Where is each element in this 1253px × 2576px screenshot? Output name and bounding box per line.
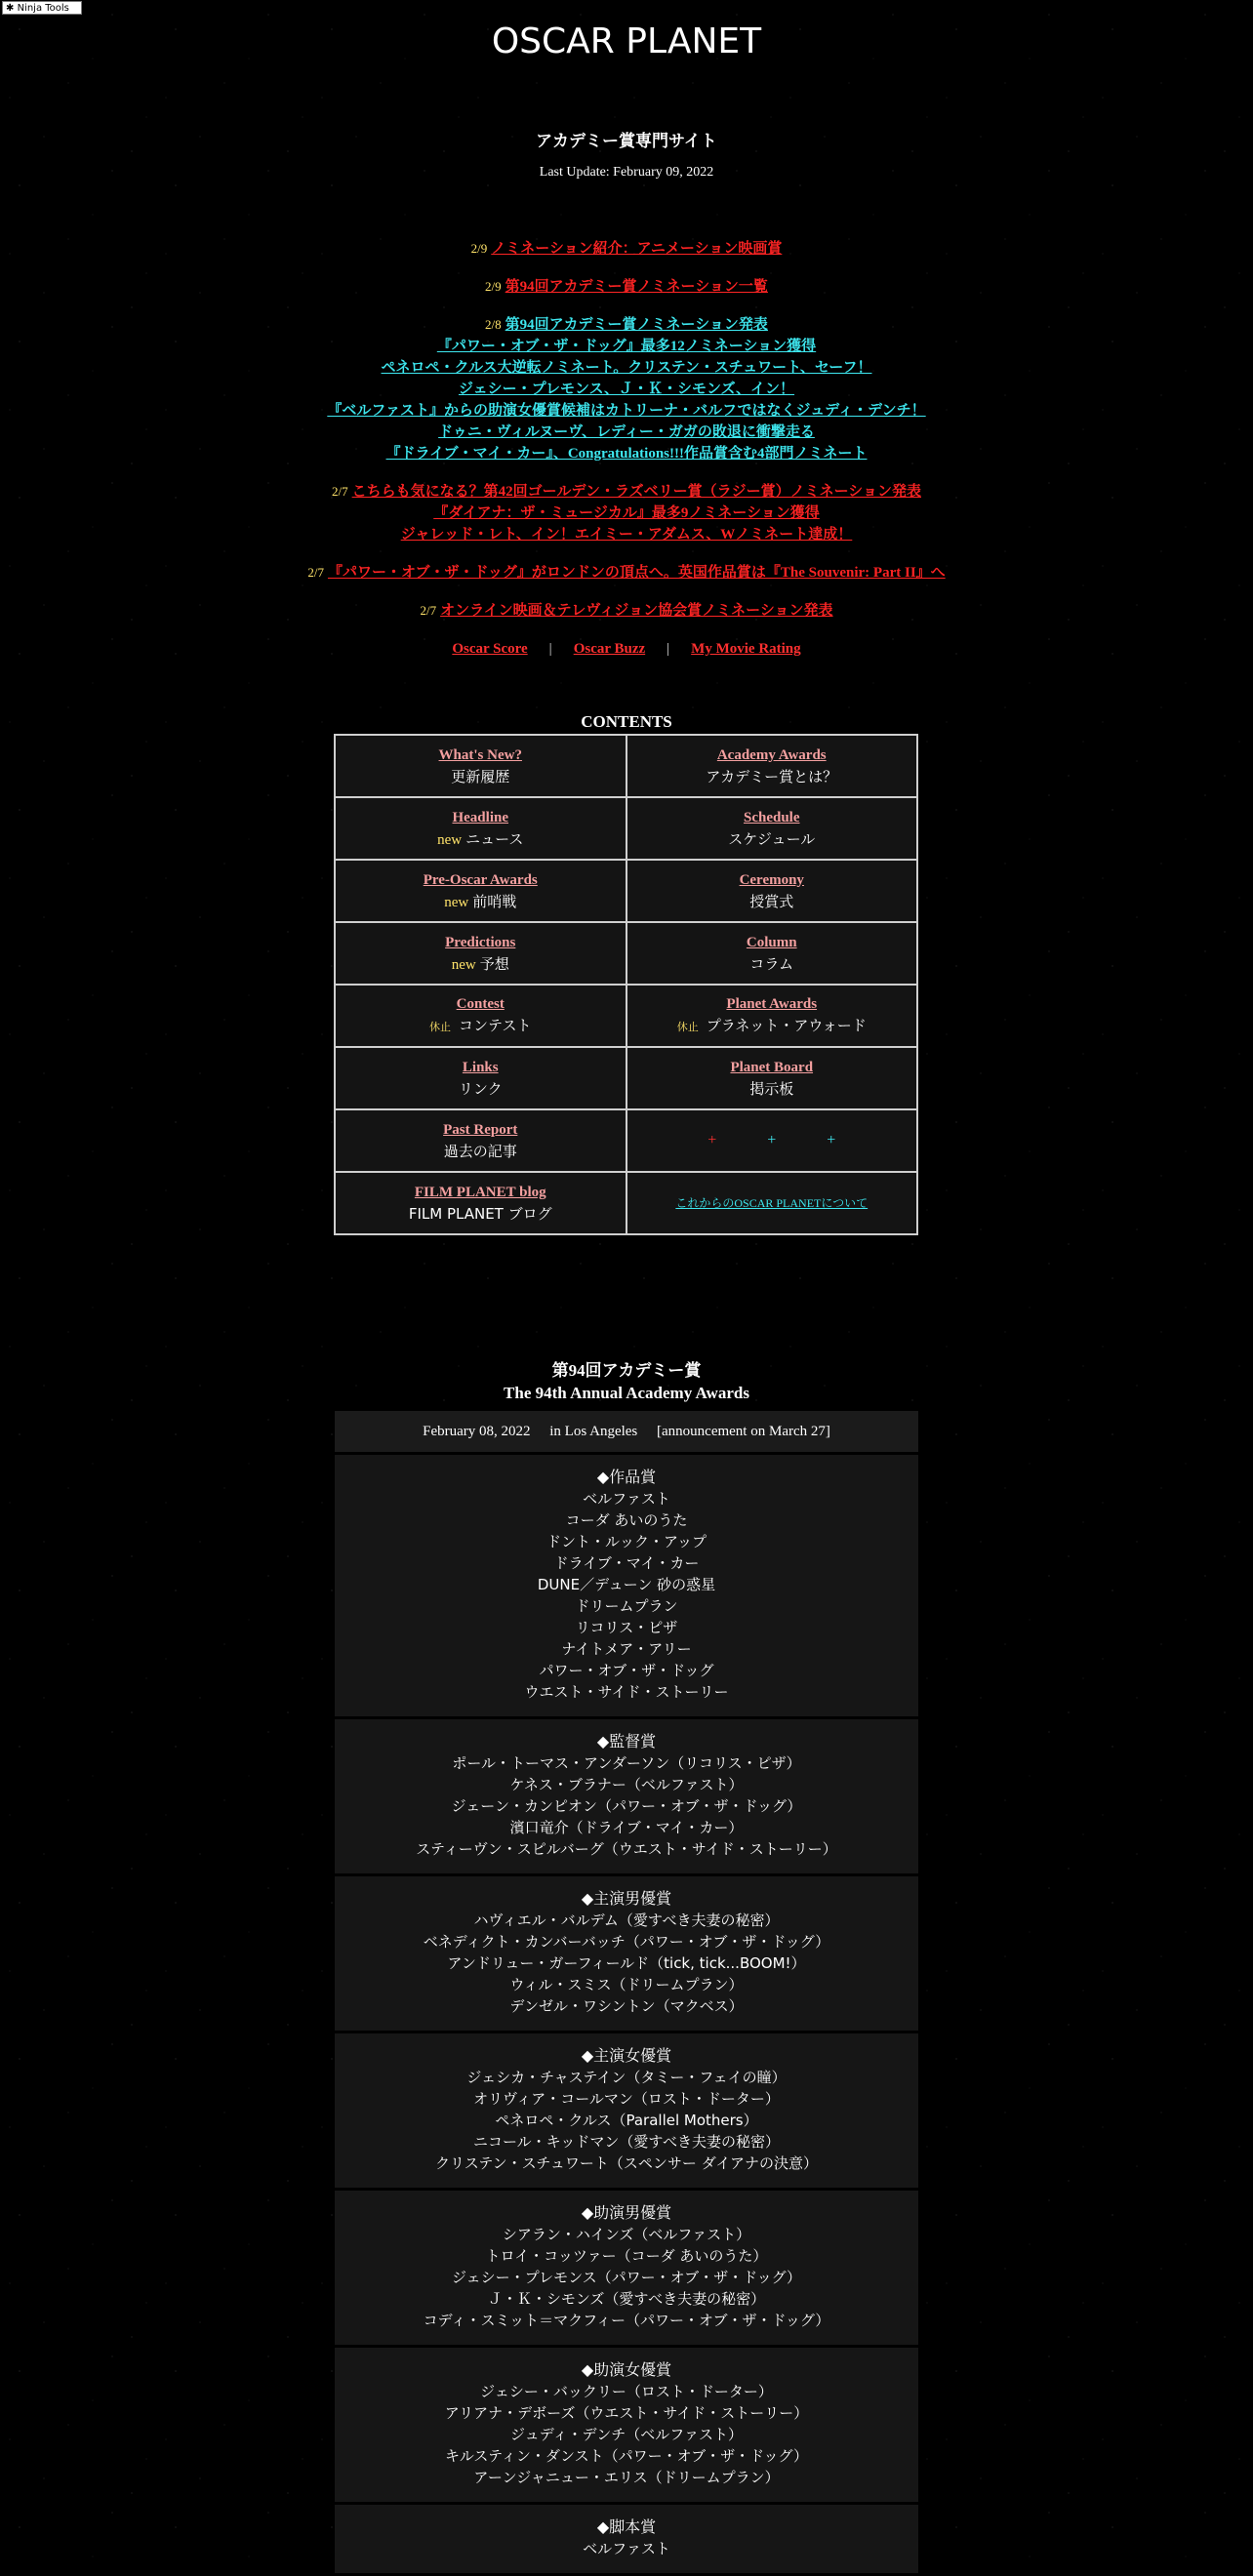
nominee: ナイトメア・アリー [561,1640,692,1658]
news-link[interactable]: こちらも気になる？第42回ゴールデン・ラズベリー賞（ラジー賞）ノミネーション発表 [351,484,921,500]
contents-link[interactable]: Planet Awards [726,996,818,1012]
contents-desc: 前哨戦 [472,892,517,910]
contents-link[interactable]: Pre-Oscar Awards [423,871,538,888]
news-link[interactable]: ドゥニ・ヴィルヌーヴ、レディー・ガガの敗退に衝撃走る [438,424,815,440]
news-date: 2/8 [485,317,502,332]
contents-cell [626,797,918,860]
contents-row [335,922,917,985]
announcement-place: in Los Angeles [549,1424,638,1439]
award-category [335,2033,918,2191]
contents-row [335,797,917,860]
separator: | [667,641,670,657]
news-block [0,481,1253,545]
nominee: デンゼル・ワシントン（マクベス） [509,1997,744,2015]
contents-row [335,860,917,922]
contents-link[interactable]: Links [462,1059,499,1075]
news-line [0,443,1253,464]
paused-badge: 休止 [429,1021,452,1033]
nominee: ウィル・スミス（ドリームプラン） [509,1976,744,1993]
news-link[interactable]: ジェシー・プレモンス、Ｊ・Ｋ・シモンズ、イン！ [458,382,795,397]
contents-desc: 過去の記事 [443,1142,517,1160]
contents-desc: スケジュール [728,829,816,848]
news-line [0,422,1253,443]
news-link[interactable]: 『ベルファスト』からの助演女優賞候補はカトリーナ・バルフではなくジュディ・デンチ！ [327,403,926,419]
contents-link[interactable]: Predictions [445,934,516,950]
news-line [0,336,1253,357]
news-line [0,238,1253,260]
category-title: ◆脚本賞 [596,2517,657,2536]
nominee: 濱口竜介（ドライブ・マイ・カー） [509,1819,744,1836]
news-line [0,562,1253,584]
nominee: アンドリュー・ガーフィールド（tick, tick...BOOM!） [447,1954,806,1972]
nominee: Ｊ・Ｋ・シモンズ（愛すべき夫妻の秘密） [487,2290,766,2308]
plus-icon: + [827,1132,836,1148]
news-line [0,524,1253,545]
contents-link[interactable]: Contest [456,996,505,1012]
news-link[interactable]: ジャレッド・レト、イン！エイミー・アダムス、Wノミネート達成！ [400,527,853,543]
contents-link[interactable]: FILM PLANET blog [414,1184,546,1200]
news-link[interactable]: 『パワー・オブ・ザ・ドッグ』最多12ノミネーション獲得 [436,339,817,354]
contents-cell [626,1047,918,1109]
contents-desc: アカデミー賞とは？ [706,767,838,785]
contents-cell [335,860,626,922]
ninja-tools-label: Ninja Tools [17,3,69,14]
contents-cell [335,797,626,860]
award-category [335,2348,918,2505]
contents-link[interactable]: Planet Board [730,1059,814,1075]
contents-desc: 授賞式 [749,892,794,910]
news-line [0,314,1253,336]
news-block [0,276,1253,298]
nominee: ジェシカ・チャステイン（タミー・フェイの瞳） [466,2069,787,2086]
announcement-bar [335,1411,918,1455]
nominee: ベネディクト・カンバーバッチ（パワー・オブ・ザ・ドッグ） [423,1933,830,1951]
nominee: ペネロペ・クルス（Parallel Mothers） [495,2112,758,2129]
new-badge: new [437,831,463,848]
contents-cell [626,735,918,797]
contents-desc: プラネット・アウォード [706,1017,867,1034]
category-title: ◆主演女優賞 [581,2046,672,2065]
nominee: ポール・トーマス・アンダーソン（リコリス・ピザ） [452,1754,801,1772]
contents-row [335,1047,917,1109]
news-date: 2/9 [470,241,488,256]
news-date: 2/7 [307,565,324,580]
contents-link[interactable]: Academy Awards [716,746,827,763]
award-category [335,2505,918,2576]
nominee: トロイ・コッツァー（コーダ あいのうた） [485,2247,768,2265]
award-category [335,1719,918,1876]
category-title: ◆主演男優賞 [581,1889,672,1908]
nominee: ウエスト・サイド・ストーリー [524,1683,729,1701]
nominee: クリステン・スチュワート（スペンサー ダイアナの決意） [435,2154,818,2172]
contents-cell [335,922,626,985]
contents-title: CONTENTS [581,712,672,731]
category-title: ◆助演女優賞 [581,2360,672,2379]
news-date: 2/7 [420,603,437,618]
contents-row [335,985,917,1047]
ninja-icon: ✱ [6,3,15,14]
news-block [0,238,1253,260]
awards-title [0,1359,1253,1404]
news-link[interactable]: 『パワー・オブ・ザ・ドッグ』がロンドンの頂点へ。英国作品賞は『The Souvenir: Part II』へ [327,565,946,581]
news-link[interactable]: ペネロペ・クルス大逆転ノミネート。クリステン・スチュワート、セーフ！ [381,360,872,376]
award-category [335,1876,918,2033]
contents-cell [626,1109,918,1172]
new-badge: new [451,956,476,973]
new-badge: new [444,894,469,910]
news-list [0,238,1253,660]
contents-cell [626,860,918,922]
category-title: ◆監督賞 [596,1732,657,1751]
nominee: アーンジャニュー・エリス（ドリームプラン） [473,2469,780,2486]
news-link[interactable]: オンライン映画＆テレヴィジョン協会賞ノミネーション発表 [440,603,833,619]
news-line [0,400,1253,422]
news-date: 2/7 [332,484,348,499]
nominee: スティーヴン・スピルバーグ（ウエスト・サイド・ストーリー） [416,1840,837,1858]
contents-link[interactable]: What's New? [438,746,522,763]
nominee: ニコール・キッドマン（愛すべき夫妻の秘密） [472,2133,781,2151]
nominee: シアラン・ハインズ（ベルファスト） [502,2226,751,2243]
contents-row [335,735,917,797]
news-line [0,357,1253,379]
nominee: リコリス・ピザ [575,1619,678,1636]
paused-badge: 休止 [676,1021,699,1033]
contents-desc: リンク [458,1079,503,1098]
news-link[interactable]: 『ドライブ・マイ・カー』、Congratulations!!!作品賞含む4部門ノミネート [385,446,868,462]
award-category [335,2191,918,2348]
contents-link[interactable]: Headline [452,809,508,825]
nominee: パワー・オブ・ザ・ドッグ [539,1662,714,1679]
contents-cell [626,922,918,985]
nominations-list [335,1411,918,2576]
contents-link[interactable]: Column [746,934,797,950]
contents-desc: コラム [749,954,794,973]
contents-desc: ニュース [465,829,524,848]
contents-table [334,734,918,1235]
ninja-tools-badge[interactable] [2,1,82,15]
plus-icon: + [767,1132,777,1148]
contents-desc: FILM PLANET ブログ [408,1204,552,1223]
oscar-score-link[interactable]: Oscar Score [452,641,528,657]
my-movie-rating-link[interactable]: My Movie Rating [691,641,801,657]
announcement-note: [announcement on March 27] [657,1424,830,1439]
announcement-date: February 08, 2022 [423,1424,531,1439]
nominee: ジェシー・バックリー（ロスト・ドーター） [480,2383,773,2400]
contents-desc: 予想 [479,954,509,973]
news-block [0,562,1253,584]
contents-cell [335,985,626,1047]
news-block [0,314,1253,464]
news-line [0,600,1253,622]
award-category [335,1455,918,1719]
contents-link[interactable]: Ceremony [739,871,804,888]
nominee: キルスティン・ダンスト（パワー・オブ・ザ・ドッグ） [444,2447,808,2465]
site-title: OSCAR PLANET [491,21,762,61]
news-line [0,379,1253,400]
separator: | [548,641,552,657]
contents-cell [335,1172,626,1234]
category-title: ◆作品賞 [596,1468,657,1486]
nominee: ベルファスト [583,2540,670,2557]
plus-icon: + [707,1132,717,1148]
nominee: コーダ あいのうた [565,1511,688,1529]
score-links [0,638,1253,660]
nominee: ジェーン・カンピオン（パワー・オブ・ザ・ドッグ） [451,1797,802,1815]
nominee: DUNE／デューン 砂の惑星 [537,1576,716,1593]
contents-cell [626,985,918,1047]
news-link[interactable]: 『ダイアナ：ザ・ミュージカル』最多9ノミネーション獲得 [433,505,820,521]
awards-title-en: The 94th Annual Academy Awards [504,1384,749,1402]
contents-cell [335,735,626,797]
contents-desc: 更新履歴 [451,767,510,785]
contents-link[interactable]: Schedule [743,809,800,825]
contents-cell [626,1172,918,1234]
news-line [0,503,1253,524]
last-update: Last Update: February 09, 2022 [539,165,714,180]
nominee: アリアナ・デボーズ（ウエスト・サイド・ストーリー） [444,2404,809,2422]
nominee: ジェシー・プレモンス（パワー・オブ・ザ・ドッグ） [451,2269,802,2286]
nominee: ベルファスト [583,1490,670,1508]
contents-row [335,1109,917,1172]
nominee: ハヴィエル・バルデム（愛すべき夫妻の秘密） [473,1912,780,1929]
news-date: 2/9 [485,279,502,294]
nominee: コディ・スミット＝マクフィー（パワー・オブ・ザ・ドッグ） [423,2312,830,2329]
plus-decoration [627,1130,917,1151]
nominee: ドント・ルック・アップ [546,1533,707,1550]
contents-row [335,1172,917,1234]
nominee: ケネス・ブラナー（ベルファスト） [509,1776,744,1793]
future-plan-link[interactable]: これからのOSCAR PLANETについて [675,1196,869,1210]
nominee: ドライブ・マイ・カー [553,1554,700,1572]
contents-cell [335,1109,626,1172]
nominee: ジュディ・デンチ（ベルファスト） [510,2426,743,2443]
contents-desc: 掲示板 [749,1079,794,1098]
news-link[interactable]: 第94回アカデミー賞ノミネーション一覧 [505,279,768,295]
category-title: ◆助演男優賞 [581,2203,672,2222]
nominee: ドリームプラン [575,1597,678,1615]
news-line [0,276,1253,298]
news-line [0,481,1253,503]
contents-link[interactable]: Past Report [443,1121,518,1138]
news-block [0,600,1253,622]
news-link[interactable]: ノミネーション紹介：アニメーション映画賞 [491,241,783,257]
nominee: オリヴィア・コールマン（ロスト・ドーター） [473,2090,780,2108]
news-link[interactable]: 第94回アカデミー賞ノミネーション発表 [505,317,768,333]
oscar-buzz-link[interactable]: Oscar Buzz [573,641,646,657]
contents-desc: コンテスト [459,1017,532,1034]
awards-title-ja: 第94回アカデミー賞 [551,1361,702,1380]
site-subtitle: アカデミー賞専門サイト [536,132,717,150]
contents-cell [335,1047,626,1109]
